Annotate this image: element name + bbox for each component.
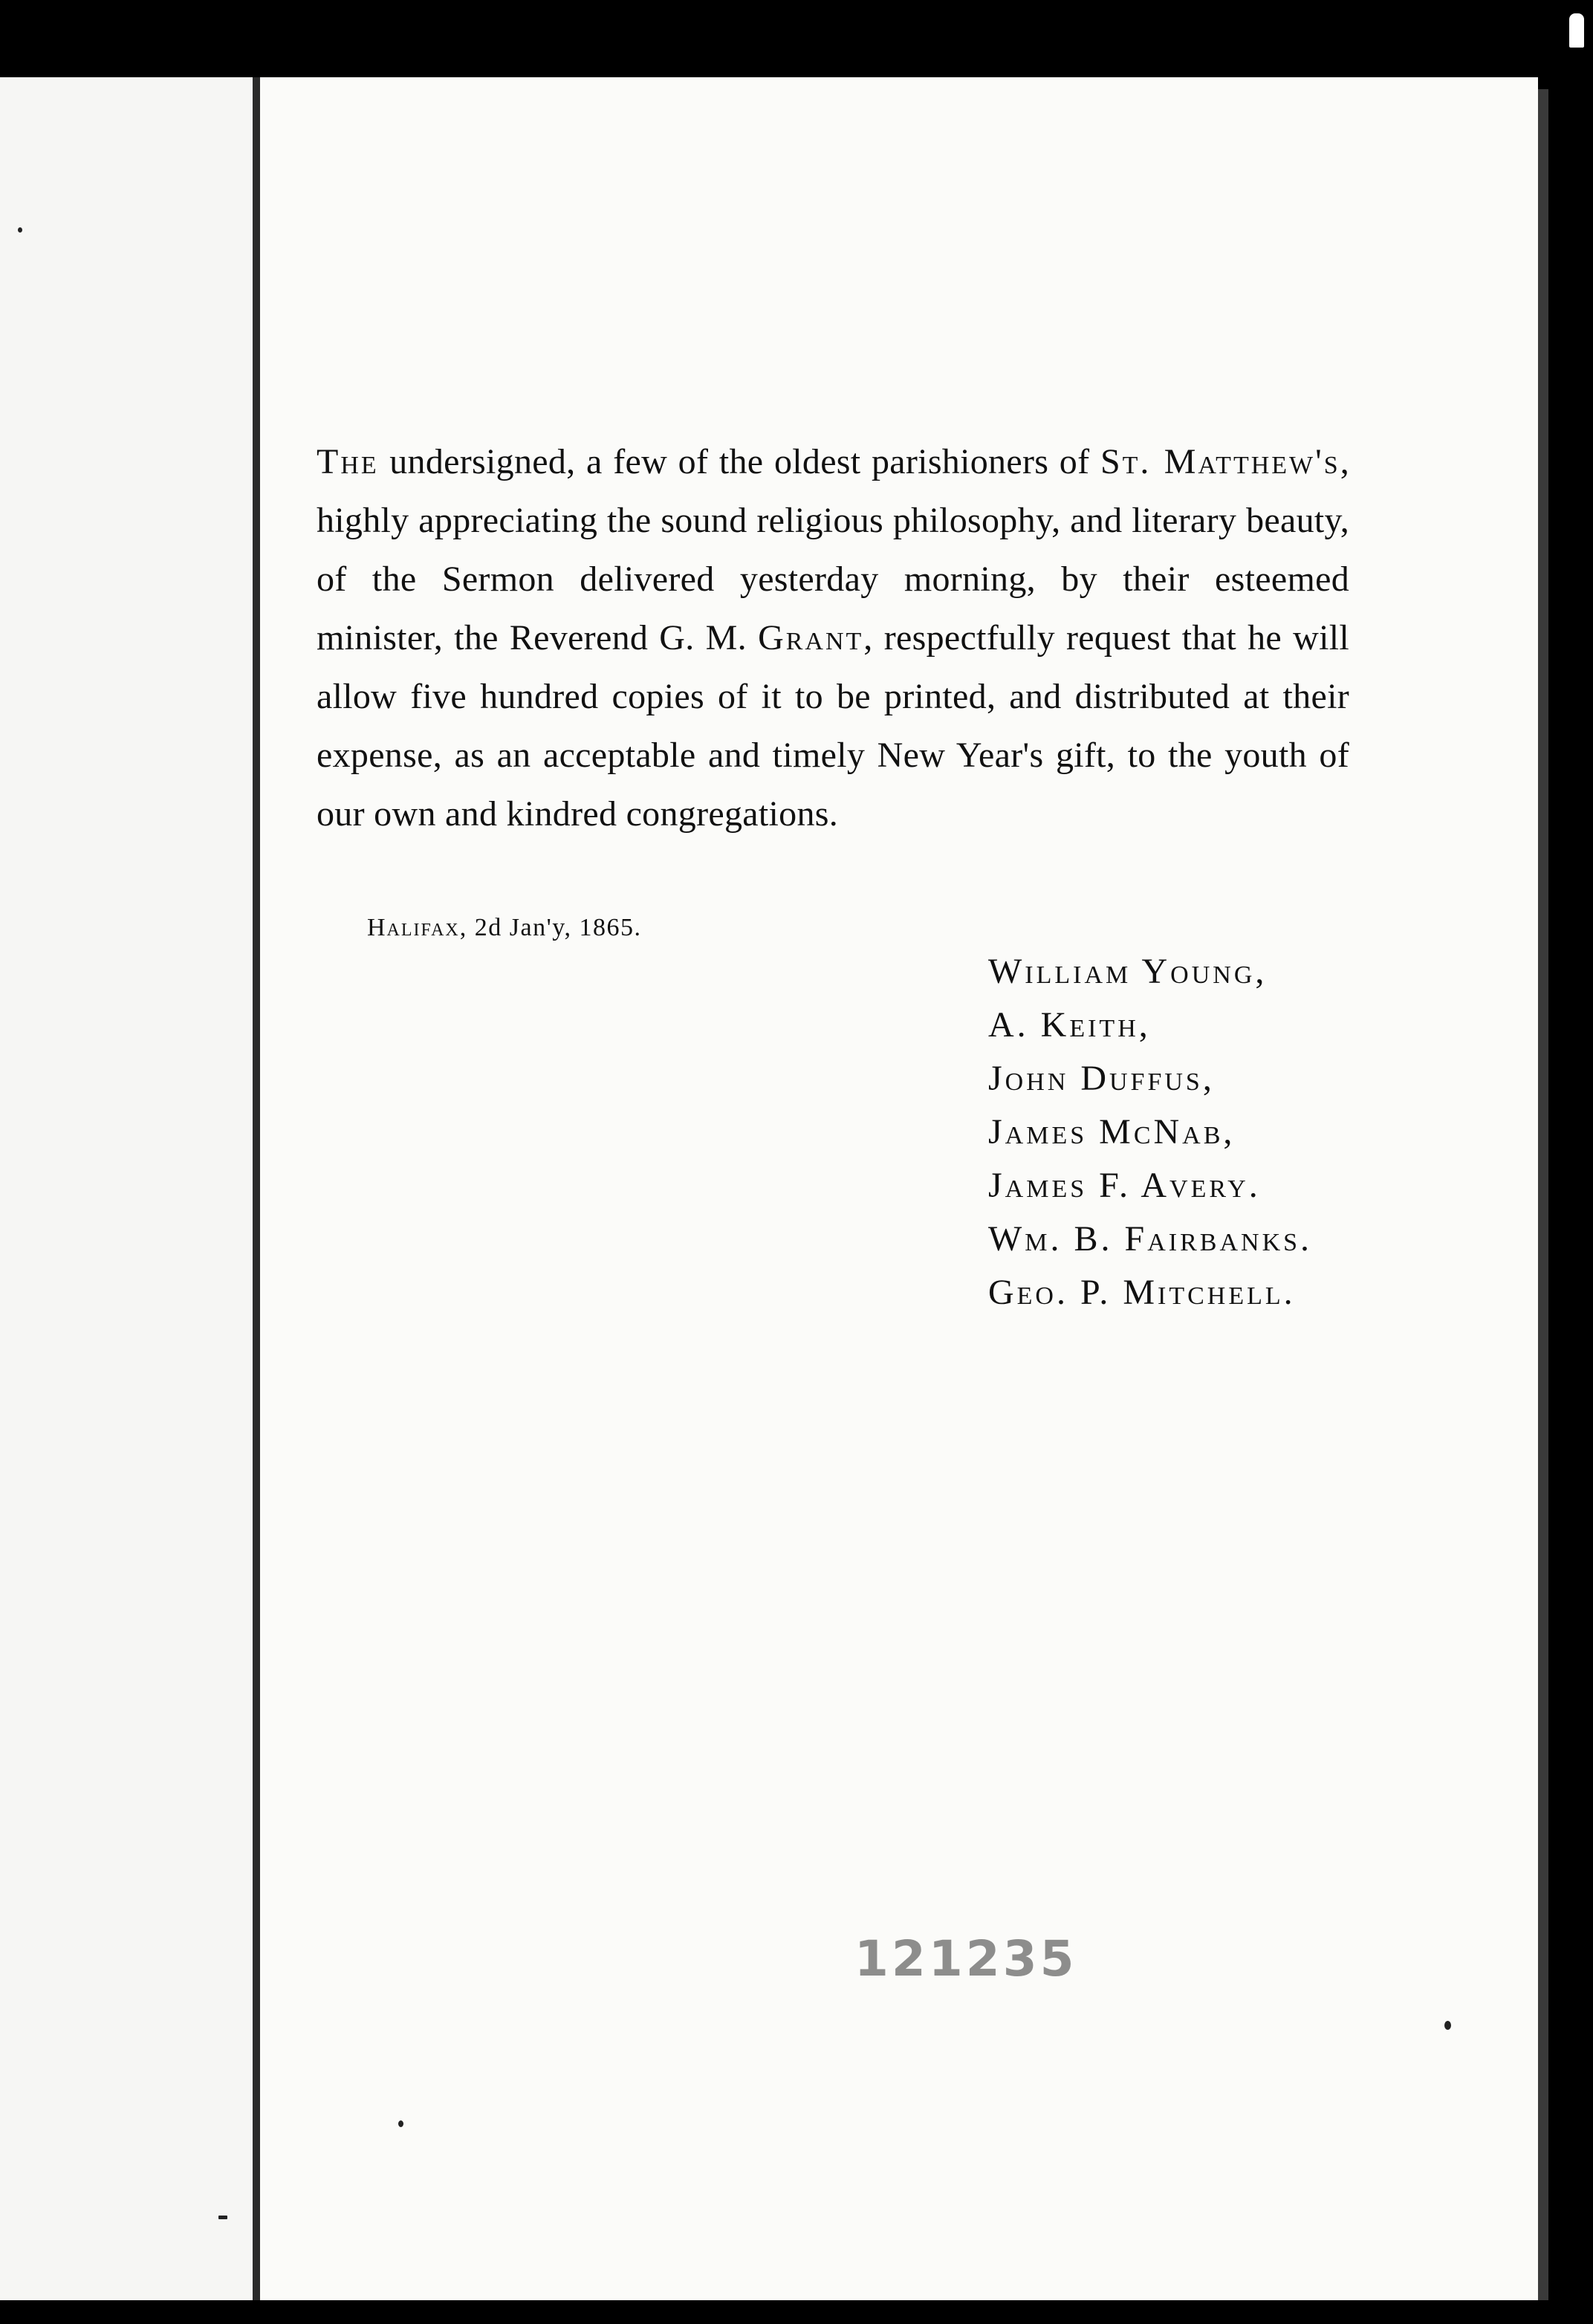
signatory: Wm. B. Fairbanks. <box>988 1219 1313 1259</box>
signatory: William Young, <box>988 952 1268 991</box>
letter-text-2: , highly appreciating the sound religious philosophy, and literary beauty, of the Sermon delivered yesterday morning, by their esteemed minister, the Reverend G. M. <box>317 442 1350 658</box>
minister-name: Grant <box>758 618 864 658</box>
signatory: Geo. P. Mitchell. <box>988 1273 1296 1312</box>
scan-corner-mark <box>1569 13 1584 48</box>
binding-gutter <box>253 77 260 2300</box>
signatory: James McNab, <box>988 1112 1236 1152</box>
ink-speck <box>398 2120 403 2127</box>
signatory: A. Keith, <box>988 1005 1151 1045</box>
letter-text-3: , respectfully request that he will allow five hundred copies of it to be printed, and distributed at their expense, as an acceptable and timely New Year's gift, to the youth of our own and kindred congregations. <box>317 618 1349 834</box>
signatory: James F. Avery. <box>988 1166 1261 1205</box>
dateline-place: Halifax <box>367 914 460 941</box>
signatory-list <box>988 945 1312 1320</box>
dateline-date: , 2d Jan'y, 1865. <box>459 914 642 941</box>
dateline <box>367 914 642 942</box>
letter-body <box>317 432 1349 843</box>
ink-speck <box>18 227 22 233</box>
page-right-edge <box>1538 89 1548 2300</box>
ink-speck <box>218 2216 227 2219</box>
signatory: John Duffus, <box>988 1059 1215 1098</box>
opening-word: The <box>317 442 379 481</box>
ink-speck <box>1444 2021 1451 2030</box>
letter-text-1: undersigned, a few of the oldest parishioners of <box>378 442 1100 481</box>
library-stamp-number: 121235 <box>854 1930 1077 1987</box>
church-name: St. Matthew's <box>1100 442 1340 481</box>
facing-page-edge <box>0 77 253 2300</box>
